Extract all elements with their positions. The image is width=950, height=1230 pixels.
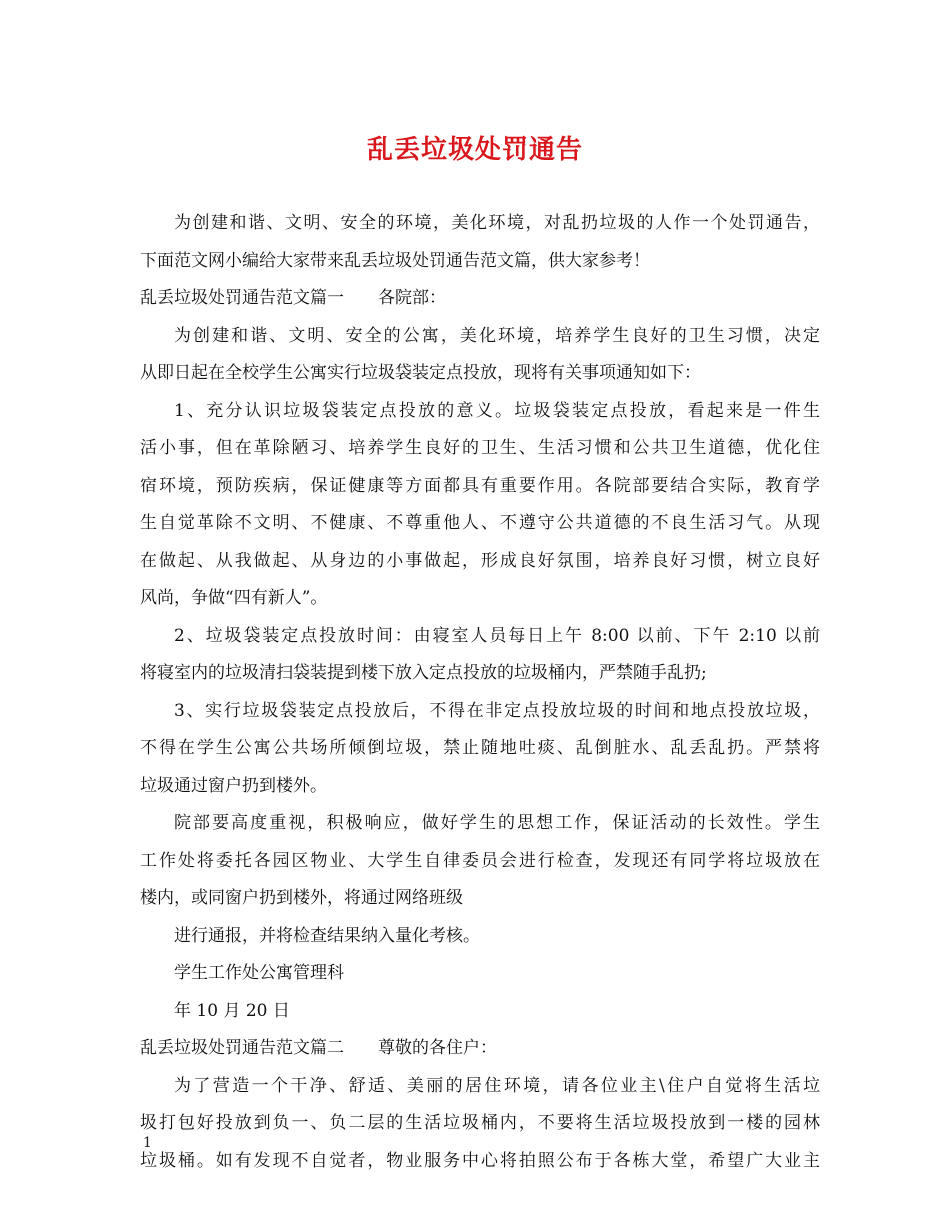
text-line: 进行通报，并将检查结果纳入量化考核。 bbox=[174, 925, 480, 946]
document-title: 乱丢垃圾处罚通告 bbox=[366, 135, 583, 165]
text-line: 在做起、从我做起、从身边的小事做起，形成良好氛围，培养良好习惯，树立良好 bbox=[140, 550, 820, 571]
text-line: 生自觉革除不文明、不健康、不尊重他人、不遵守公共道德的不良生活习气。从现 bbox=[140, 513, 820, 533]
text-line: 垃圾桶。如有发现不自觉者，物业服务中心将拍照公布于各栋大堂，希望广大业主 bbox=[140, 1150, 820, 1171]
text-line: 圾打包好投放到负一、负二层的生活垃圾桶内，不要将生活垃圾投放到一楼的园林 bbox=[140, 1113, 820, 1133]
text-line: 从即日起在全校学生公寓实行垃圾袋装定点投放，现将有关事项通知如下： bbox=[140, 363, 701, 383]
text-line: 乱丢垃圾处罚通告范文篇一 各院部： bbox=[140, 288, 446, 308]
text-line: 年 10 月 20 日 bbox=[174, 1000, 290, 1021]
text-line: 下面范文网小编给大家带来乱丢垃圾处罚通告范文篇，供大家参考！ bbox=[140, 250, 650, 271]
page-number: 1 bbox=[143, 1135, 152, 1151]
text-line: 不得在学生公寓公共场所倾倒垃圾，禁止随地吐痰、乱倒脏水、乱丢乱扔。严禁将 bbox=[140, 738, 820, 758]
text-line: 将寝室内的垃圾清扫袋装提到楼下放入定点投放的垃圾桶内，严禁随手乱扔; bbox=[140, 663, 707, 683]
text-line: 院部要高度重视，积极响应，做好学生的思想工作，保证活动的长效性。学生 bbox=[174, 813, 820, 833]
text-line: 为创建和谐、文明、安全的环境，美化环境，对乱扔垃圾的人作一个处罚通告， bbox=[174, 213, 820, 233]
text-line: 活小事，但在革除陋习、培养学生良好的卫生、生活习惯和公共卫生道德，优化住 bbox=[140, 438, 820, 458]
text-line: 乱丢垃圾处罚通告范文篇二 尊敬的各住户： bbox=[140, 1038, 497, 1058]
text-line: 2、垃圾袋装定点投放时间：由寝室人员每日上午 8:00 以前、下午 2:10 以前 bbox=[174, 625, 820, 646]
text-line: 工作处将委托各园区物业、大学生自律委员会进行检查，发现还有同学将垃圾放在 bbox=[140, 850, 820, 871]
document-body bbox=[140, 205, 820, 1180]
text-line: 3、实行垃圾袋装定点投放后，不得在非定点投放垃圾的时间和地点投放垃圾， bbox=[174, 700, 820, 721]
text-line: 学生工作处公寓管理科 bbox=[174, 963, 344, 983]
text-line: 为创建和谐、文明、安全的公寓，美化环境，培养学生良好的卫生习惯，决定 bbox=[174, 325, 820, 346]
text-line: 宿环境，预防疾病，保证健康等方面都具有重要作用。各院部要结合实际，教育学 bbox=[140, 475, 820, 496]
text-line: 风尚，争做“四有新人”。 bbox=[140, 588, 328, 608]
text-line: 为了营造一个干净、舒适、美丽的居住环境，请各位业主\住户自觉将生活垃 bbox=[174, 1075, 820, 1096]
text-line: 楼内，或同窗户扔到楼外，将通过网络班级 bbox=[140, 888, 463, 908]
text-line: 垃圾通过窗户扔到楼外。 bbox=[140, 775, 327, 796]
text-line: 1、充分认识垃圾袋装定点投放的意义。垃圾袋装定点投放，看起来是一件生 bbox=[174, 400, 820, 421]
